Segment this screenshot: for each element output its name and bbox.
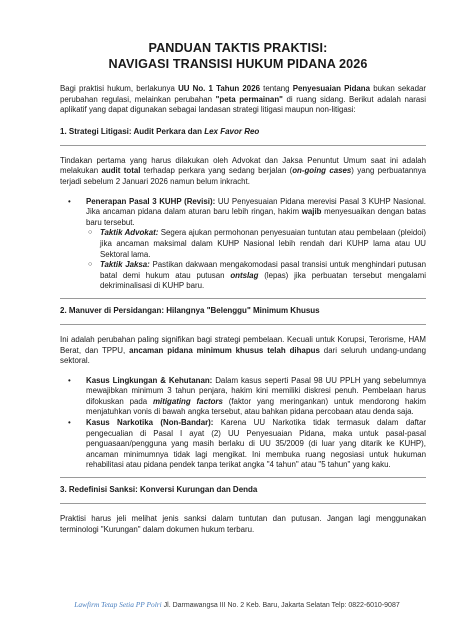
list-item-bold: wajib <box>301 207 322 217</box>
intro-bold-law: UU No. 1 Tahun 2026 <box>178 84 260 93</box>
list-item-label: Kasus Narkotika (Non-Bandar): <box>86 418 214 428</box>
title-line-2: NAVIGASI TRANSISI HUKUM PIDANA 2026 <box>108 57 368 71</box>
sub-item-text: Segera ajukan permohonan penyesuaian tuntutan atau pembelaan (pleidoi) jika ancaman maksimal dalam KUHP Nasional lebih rendah dari KUHP lama atau UU Sektoral lama. <box>100 228 426 259</box>
section-1-divider <box>60 145 426 146</box>
sub-item-text: Pastikan dakwaan mengakomodasi pasal transisi untuk menghindari putusan batal demi hukum atau putusan <box>100 260 426 280</box>
section-2-heading: 2. Manuver di Persidangan: Hilangnya "Belenggu" Minimum Khusus <box>60 305 320 315</box>
sub-list-item <box>88 260 426 292</box>
sub-list-item <box>88 228 426 260</box>
sub-item-label: Taktik Advokat: <box>100 228 159 238</box>
footer-firm-name: Lawfirm Tetap Setia PP Polri <box>74 600 162 609</box>
list-item-label: Penerapan Pasal 3 KUHP (Revisi): <box>86 196 216 206</box>
intro-text: bukan sekadar perubahan regulasi, melainkan perubahan <box>60 84 426 104</box>
circle-bullet-icon: ○ <box>88 229 93 237</box>
section-3-heading: 3. Redefinisi Sanksi: Konversi Kurungan dan Denda <box>60 485 258 495</box>
circle-bullet-icon: ○ <box>88 261 93 269</box>
section-2-bold: ancaman pidana minimum khusus telah dihapus <box>129 345 320 355</box>
list-item-text: Karena UU Narkotika tidak termasuk dalam daftar pengecualian di Pasal I ayat (2) UU Penyesuaian Pidana, maka untuk pasal-pasal penguasaan/pengguna yang masih berlaku di UU 35/2009 (di luar yang ditarik ke KUHP), ancaman minimumnya tidak lagi mengikat. Ini membuka ruang negosiasi untuk hukuman rehabilitasi atau pidana pendek tanpa terikat angka "4 tahun" atau "5 tahun" yang kaku. <box>86 418 426 470</box>
section-1-paragraph <box>60 156 426 188</box>
section-2-top-divider <box>60 298 426 299</box>
intro-bold-subject: Penyesuaian Pidana <box>292 84 371 93</box>
document-title <box>50 40 426 72</box>
section-2-text: Ini adalah perubahan paling signifikan bagi strategi pembelaan. Kecuali untuk Korupsi, Terorisme, HAM Berat, dan TPPU, <box>60 334 426 355</box>
list-item <box>68 196 426 292</box>
intro-text: Bagi praktisi hukum, berlakunya <box>60 84 179 93</box>
section-1-text: Tindakan pertama yang harus dilakukan oleh Advokat dan Jaksa Penuntut Umum saat ini adalah melakukan <box>60 155 426 176</box>
list-item <box>68 418 426 471</box>
sub-list <box>86 228 426 292</box>
section-1-list <box>60 197 426 292</box>
bullet-icon: • <box>68 375 71 385</box>
list-item <box>68 375 426 418</box>
bullet-icon: • <box>68 196 71 206</box>
list-item-text: (faktor yang meringankan) untuk mendorong hakim menjatuhkan vonis di bawah angka tersebut, atau bahkan pidana percobaan atau denda saja. <box>86 396 426 417</box>
sub-item-bold-italic: ontslag <box>230 270 259 280</box>
footer-address: Jl. Darmawangsa III No. 2 Keb. Baru, Jakarta Selatan Telp: 0822-6010-9087 <box>161 602 400 609</box>
page-footer <box>0 600 474 609</box>
list-item-bold-italic: mitigating factors <box>153 396 223 406</box>
section-1-heading-italic: Lex Favor Reo <box>204 126 260 136</box>
intro-bold-quote: "peta permainan" <box>215 94 283 104</box>
section-1-text: terhadap perkara yang sedang berjalan ( <box>140 166 293 176</box>
sub-item-text: (lepas) jika perbuatan tersebut mengalami dekriminalisasi di KUHP baru. <box>100 270 426 291</box>
list-item-text: menyesuaikan dengan batas baru tersebut. <box>86 207 426 227</box>
section-1-heading <box>60 126 426 137</box>
section-2-text: dari seluruh undang-undang sektoral. <box>60 345 427 366</box>
intro-text: tentang <box>259 84 293 93</box>
section-1-bold-italic: on-going cases <box>292 166 352 176</box>
list-item-text: UU Penyesuaian Pidana merevisi Pasal 3 KUHP Nasional. Jika ancaman pidana dalam aturan baru lebih ringan, hakim <box>86 196 426 217</box>
section-2-paragraph <box>60 335 426 367</box>
section-1-bold: audit total <box>101 166 141 176</box>
bullet-icon: • <box>68 418 71 428</box>
section-3-top-divider <box>60 477 426 478</box>
title-line-1: PANDUAN TAKTIS PRAKTISI: <box>148 41 328 55</box>
section-3-divider <box>60 503 426 504</box>
section-2-list <box>60 376 426 471</box>
list-item-text: Dalam kasus seperti Pasal 98 UU PPLH yang sebelumnya mewajibkan minimum 3 tahun penjara, hakim kini memiliki diskresi penuh. Pembelaan harus difokuskan pada <box>86 375 426 406</box>
section-1-text: ) yang perbuatannya terjadi sebelum 2 Januari 2026 namun belum inkracht. <box>60 166 427 186</box>
section-3-paragraph: Praktisi harus jeli melihat jenis sanksi dalam tuntutan dan putusan. Jangan lagi menggunakan terminologi "Kurungan" dalam dokumen hukum terbaru. <box>60 514 426 534</box>
list-item-label: Kasus Lingkungan & Kehutanan: <box>86 375 213 385</box>
intro-text: di ruang sidang. Berikut adalah narasi aplikatif yang dapat digunakan sebagai landasan strategi litigasi maupun non-litigasi: <box>60 94 427 115</box>
section-1-heading-text: 1. Strategi Litigasi: Audit Perkara dan <box>60 126 205 136</box>
section-2-divider <box>60 324 426 325</box>
intro-paragraph <box>60 84 426 116</box>
sub-item-label: Taktik Jaksa: <box>100 260 150 270</box>
